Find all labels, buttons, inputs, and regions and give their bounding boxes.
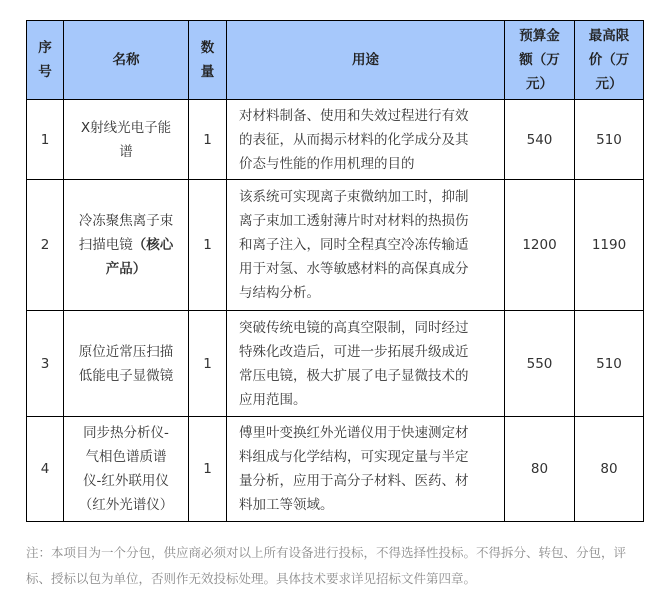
cell-name — [64, 180, 189, 311]
cell-budget: 550 — [505, 311, 575, 417]
cell-budget: 540 — [505, 100, 575, 180]
cell-no: 3 — [27, 311, 64, 417]
procurement-table — [26, 20, 644, 522]
cell-use: 该系统可实现离子束微纳加工时，抑制 离子束加工透射薄片时对材料的热损伤 和离子注入，同时全程真空冷冻传输适 用于对氢、水等敏感材料的高保真成分 与结构分析。 — [227, 180, 505, 311]
footnote: 注：本项目为一个分包，供应商必须对以上所有设备进行投标，不得选择性投标。不得拆分、转包、分包，评标、授标以包为单位，否则作无效投标处理。具体技术要求详见招标文件第四章。 — [26, 545, 627, 586]
cell-use: 突破传统电镜的高真空限制，同时经过 特殊化改造后，可进一步拓展升级成近 常压电镜，极大扩展了电子显微技术的 应用范围。 — [227, 311, 505, 417]
table-row — [27, 180, 644, 311]
header-no: 序 号 — [27, 21, 64, 100]
cell-cap: 510 — [575, 100, 644, 180]
cell-no: 1 — [27, 100, 64, 180]
table-row — [27, 311, 644, 417]
cell-budget: 1200 — [505, 180, 575, 311]
cell-cap: 1190 — [575, 180, 644, 311]
header-qty: 数 量 — [189, 21, 227, 100]
cell-qty: 1 — [189, 311, 227, 417]
cell-name: X射线光电子能 谱 — [64, 100, 189, 180]
header-use: 用途 — [227, 21, 505, 100]
header-budget: 预算金 额（万 元） — [505, 21, 575, 100]
cell-name: 同步热分析仪- 气相色谱质谱 仪-红外联用仪 （红外光谱仪） — [64, 417, 189, 522]
table-row — [27, 417, 644, 522]
header-cap: 最高限 价（万 元） — [575, 21, 644, 100]
cell-no: 4 — [27, 417, 64, 522]
cell-qty: 1 — [189, 180, 227, 311]
cell-cap: 510 — [575, 311, 644, 417]
core-product-label: （核心 产品） — [105, 237, 174, 277]
table-row — [27, 100, 644, 180]
cell-qty: 1 — [189, 100, 227, 180]
cell-name: 原位近常压扫描 低能电子显微镜 — [64, 311, 189, 417]
cell-use: 傅里叶变换红外光谱仪用于快速测定材 料组成与化学结构，可实现定量与半定 量分析，应用于高分子材料、医药、材 料加工等领域。 — [227, 417, 505, 522]
header-name: 名称 — [64, 21, 189, 100]
cell-budget: 80 — [505, 417, 575, 522]
cell-cap: 80 — [575, 417, 644, 522]
cell-no: 2 — [27, 180, 64, 311]
cell-use: 对材料制备、使用和失效过程进行有效 的表征，从而揭示材料的化学成分及其 价态与性能的作用机理的目的 — [227, 100, 505, 180]
name-text: 冷冻聚焦离子束 扫描电镜 — [78, 213, 174, 253]
table-header-row — [27, 21, 644, 100]
cell-qty: 1 — [189, 417, 227, 522]
